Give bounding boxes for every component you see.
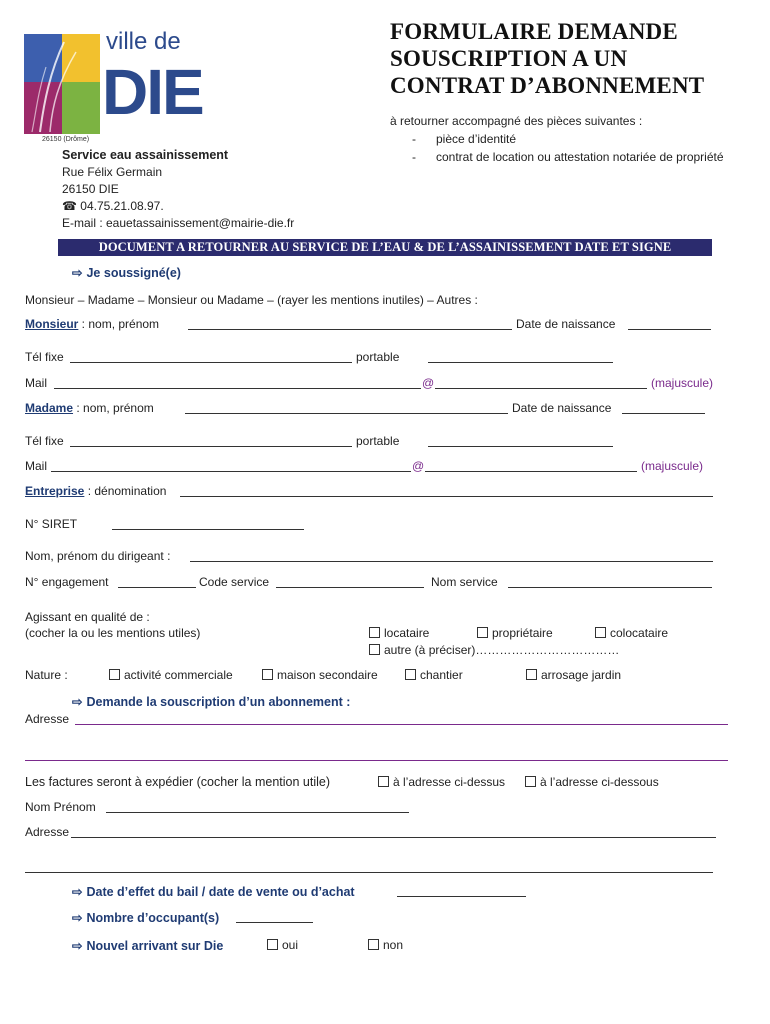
at-sign: @: [412, 459, 425, 473]
denomination-label: : dénomination: [84, 484, 167, 498]
arrivant-option-oui[interactable]: [267, 938, 298, 952]
portable-label: portable: [356, 434, 400, 448]
logo-postal: 26150 (Drôme): [42, 136, 90, 143]
autre-option[interactable]: [369, 643, 619, 657]
service-email: E-mail : eauetassainissement@mairie-die.fr: [62, 216, 295, 230]
dirigeant-field[interactable]: [190, 550, 713, 562]
checkbox[interactable]: [378, 776, 389, 787]
service-name: Service eau assainissement: [62, 148, 229, 162]
tel-label: Tél fixe: [25, 350, 64, 364]
checkbox[interactable]: [368, 939, 379, 950]
section-demande: [72, 694, 350, 709]
birth-label: Date de naissance: [512, 401, 612, 415]
madame-tel-field[interactable]: [70, 435, 352, 447]
arrow-right-icon: ⇨: [72, 939, 83, 953]
date-effet-field[interactable]: [397, 885, 526, 897]
adresse2-field[interactable]: [71, 826, 716, 838]
service-address: [62, 147, 294, 232]
majuscule-note: (majuscule): [641, 459, 704, 473]
code-service-field[interactable]: [276, 576, 424, 588]
option-label: activité commerciale: [124, 668, 233, 682]
option-label: propriétaire: [492, 626, 553, 640]
section-label: Je soussigné(e): [86, 266, 181, 280]
portable-label: portable: [356, 350, 400, 364]
nature-option-commerciale[interactable]: [109, 668, 233, 682]
adresse2-field-line2[interactable]: [25, 861, 713, 873]
arrow-right-icon: ⇨: [72, 266, 83, 280]
monsieur-birth-field[interactable]: [628, 318, 711, 330]
nom-service-field[interactable]: [508, 576, 712, 588]
ville-de-die-logo: [20, 22, 203, 148]
majuscule-note: (majuscule): [651, 376, 714, 390]
mail-label: Mail: [25, 459, 48, 473]
checkbox[interactable]: [369, 644, 380, 655]
checkbox[interactable]: [525, 776, 536, 787]
siret-field[interactable]: [112, 518, 304, 530]
return-banner: DOCUMENT A RETOURNER AU SERVICE DE L’EAU & DE L’ASSAINISSEMENT DATE ET SIGNE: [58, 239, 712, 256]
section-label: Nombre d’occupant(s): [86, 911, 220, 925]
intro-text: à retourner accompagné des pièces suivantes :: [390, 114, 643, 128]
adresse-field-line2[interactable]: [25, 760, 728, 761]
page-title: [390, 18, 760, 99]
arrivant-option-non[interactable]: [368, 938, 403, 952]
factures-option-dessus[interactable]: [378, 775, 505, 789]
qualite-label: Agissant en qualité de :: [25, 610, 150, 624]
occupants-row: [72, 910, 219, 925]
madame-name-field[interactable]: [185, 402, 508, 414]
section-label: Date d’effet du bail / date de vente ou d’achat: [86, 885, 355, 899]
option-label: colocataire: [610, 626, 669, 640]
checkbox[interactable]: [595, 627, 606, 638]
section-label: Nouvel arrivant sur Die: [86, 939, 224, 953]
option-label: à l’adresse ci-dessous: [540, 775, 659, 789]
option-label: locataire: [384, 626, 430, 640]
name-label: : nom, prénom: [78, 317, 160, 331]
occupants-field[interactable]: [236, 911, 313, 923]
dirigeant-label: Nom, prénom du dirigeant :: [25, 549, 171, 563]
nom-prenom-field[interactable]: [106, 801, 409, 813]
phone-icon: ☎: [62, 199, 81, 213]
madame-label: Madame: [25, 401, 74, 415]
section-soussigne: [72, 265, 181, 280]
factures-option-dessous[interactable]: [525, 775, 659, 789]
civility-line: Monsieur – Madame – Monsieur ou Madame – (rayer les mentions inutiles) – Autres :: [25, 293, 478, 307]
title-line: FORMULAIRE DEMANDE: [390, 19, 678, 44]
option-label: non: [383, 938, 404, 952]
nature-option-maison[interactable]: [262, 668, 378, 682]
siret-label: N° SIRET: [25, 517, 78, 531]
madame-portable-field[interactable]: [428, 435, 613, 447]
checkbox[interactable]: [109, 669, 120, 680]
checkbox[interactable]: [526, 669, 537, 680]
adresse2-label: Adresse: [25, 825, 70, 839]
monsieur-mail-field[interactable]: [54, 377, 421, 389]
at-sign: @: [422, 376, 435, 390]
section-label: Demande la souscription d’un abonnement :: [86, 695, 351, 709]
checkbox[interactable]: [405, 669, 416, 680]
tel-label: Tél fixe: [25, 434, 64, 448]
service-city: 26150 DIE: [62, 182, 119, 196]
title-line: SOUSCRIPTION A UN: [390, 46, 628, 71]
monsieur-portable-field[interactable]: [428, 351, 613, 363]
monsieur-label: Monsieur: [25, 317, 79, 331]
nature-option-arrosage[interactable]: [526, 668, 621, 682]
entreprise-label: Entreprise: [25, 484, 85, 498]
engagement-field[interactable]: [118, 576, 196, 588]
entreprise-name-field[interactable]: [180, 485, 713, 497]
engagement-label: N° engagement: [25, 575, 109, 589]
nom-service-label: Nom service: [431, 575, 498, 589]
option-label: à l’adresse ci-dessus: [393, 775, 506, 789]
logo-text-ville: ville de: [106, 28, 181, 55]
list-item: - contrat de location ou attestation notariée de propriété: [390, 148, 726, 166]
service-phone: 04.75.21.08.97.: [80, 199, 164, 213]
option-label: oui: [282, 938, 299, 952]
name-label: : nom, prénom: [73, 401, 154, 415]
monsieur-name-field[interactable]: [188, 318, 512, 330]
option-label: maison secondaire: [277, 668, 378, 682]
qualite-hint: (cocher la ou les mentions utiles): [25, 626, 201, 640]
option-label: chantier: [420, 668, 463, 682]
arrow-right-icon: ⇨: [72, 695, 83, 709]
madame-row: [25, 401, 154, 415]
date-effet-row: [72, 884, 355, 899]
monsieur-row: [25, 317, 159, 331]
arrow-right-icon: ⇨: [72, 885, 83, 899]
list-item: - pièce d’identité: [390, 130, 726, 148]
locataire-option[interactable]: [369, 626, 429, 640]
colocataire-option[interactable]: [595, 626, 668, 640]
checkbox[interactable]: [477, 627, 488, 638]
logo-text-die: DIE: [102, 56, 203, 128]
madame-mail-field[interactable]: [51, 460, 411, 472]
nature-option-chantier[interactable]: [405, 668, 463, 682]
service-phone-row: [62, 198, 294, 215]
checkbox[interactable]: [369, 627, 380, 638]
required-documents: [390, 112, 726, 166]
adresse-label: Adresse: [25, 712, 70, 726]
service-street: Rue Félix Germain: [62, 165, 163, 179]
madame-birth-field[interactable]: [622, 402, 705, 414]
checkbox[interactable]: [262, 669, 273, 680]
option-label: autre (à préciser)………………………………: [384, 643, 620, 657]
code-service-label: Code service: [199, 575, 270, 589]
option-label: arrosage jardin: [541, 668, 622, 682]
monsieur-tel-field[interactable]: [70, 351, 352, 363]
proprietaire-option[interactable]: [477, 626, 553, 640]
adresse-field[interactable]: [75, 724, 728, 725]
factures-label: Les factures seront à expédier (cocher la mention utile): [25, 775, 331, 789]
entreprise-row: [25, 484, 166, 498]
nature-label: Nature :: [25, 668, 68, 682]
birth-label: Date de naissance: [516, 317, 616, 331]
title-line: CONTRAT D’ABONNEMENT: [390, 73, 705, 98]
monsieur-mail-domain-field[interactable]: [435, 377, 647, 389]
arrivant-row: [72, 938, 223, 953]
nom-prenom-label: Nom Prénom: [25, 800, 96, 814]
madame-mail-domain-field[interactable]: [425, 460, 637, 472]
mail-label: Mail: [25, 376, 48, 390]
checkbox[interactable]: [267, 939, 278, 950]
arrow-right-icon: ⇨: [72, 911, 83, 925]
